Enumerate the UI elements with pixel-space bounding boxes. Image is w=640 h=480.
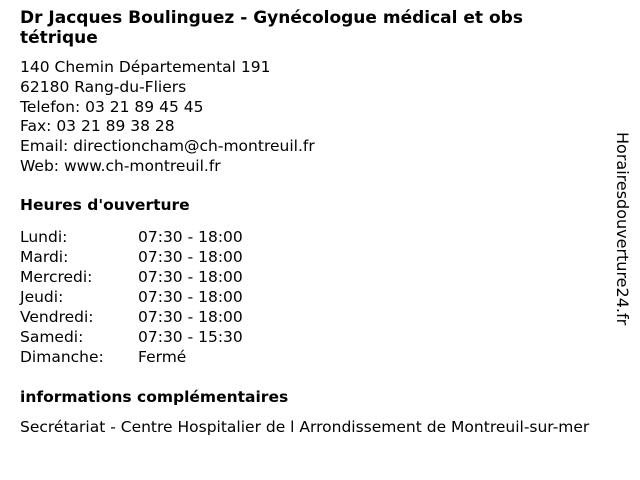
hours-row-thursday — [20, 287, 620, 307]
time-value: 07:30 - 18:00 — [138, 307, 243, 326]
hours-row-tuesday — [20, 247, 620, 267]
hours-row-wednesday — [20, 267, 620, 287]
opening-hours-table — [20, 227, 620, 367]
time-value: 07:30 - 18:00 — [138, 287, 243, 306]
hours-row-friday — [20, 307, 620, 327]
info-heading: informations complémentaires — [20, 387, 289, 406]
hours-row-saturday — [20, 327, 620, 347]
day-label: Lundi: — [20, 227, 68, 246]
title-line-1: Dr Jacques Boulinguez - Gynécologue médical et obs — [20, 8, 523, 28]
website: Web: www.ch-montreuil.fr — [20, 156, 221, 175]
page-title — [20, 8, 620, 48]
fax-number: Fax: 03 21 89 38 28 — [20, 117, 175, 136]
hours-row-sunday — [20, 347, 620, 367]
day-label: Vendredi: — [20, 307, 94, 326]
street-address: 140 Chemin Départemental 191 — [20, 58, 271, 76]
info-text: Secrétariat - Centre Hospitalier de l Arrondissement de Montreuil-sur-mer — [20, 417, 590, 436]
contact-block — [20, 58, 620, 177]
business-listing — [20, 8, 620, 437]
phone-number: Telefon: 03 21 89 45 45 — [20, 97, 204, 116]
hours-heading: Heures d'ouverture — [20, 195, 190, 214]
watermark: Horairesdouverture24.fr — [613, 132, 632, 326]
time-value: 07:30 - 18:00 — [138, 247, 243, 266]
day-label: Jeudi: — [20, 287, 64, 306]
time-value: Fermé — [138, 347, 187, 366]
title-line-2: tétrique — [20, 28, 98, 48]
city-postcode: 62180 Rang-du-Fliers — [20, 77, 187, 96]
hours-row-monday — [20, 227, 620, 247]
email-address: Email: directioncham@ch-montreuil.fr — [20, 137, 315, 156]
day-label: Dimanche: — [20, 347, 104, 366]
day-label: Samedi: — [20, 327, 84, 346]
day-label: Mardi: — [20, 247, 69, 266]
time-value: 07:30 - 15:30 — [138, 327, 243, 346]
day-label: Mercredi: — [20, 267, 93, 286]
time-value: 07:30 - 18:00 — [138, 227, 243, 246]
time-value: 07:30 - 18:00 — [138, 267, 243, 286]
